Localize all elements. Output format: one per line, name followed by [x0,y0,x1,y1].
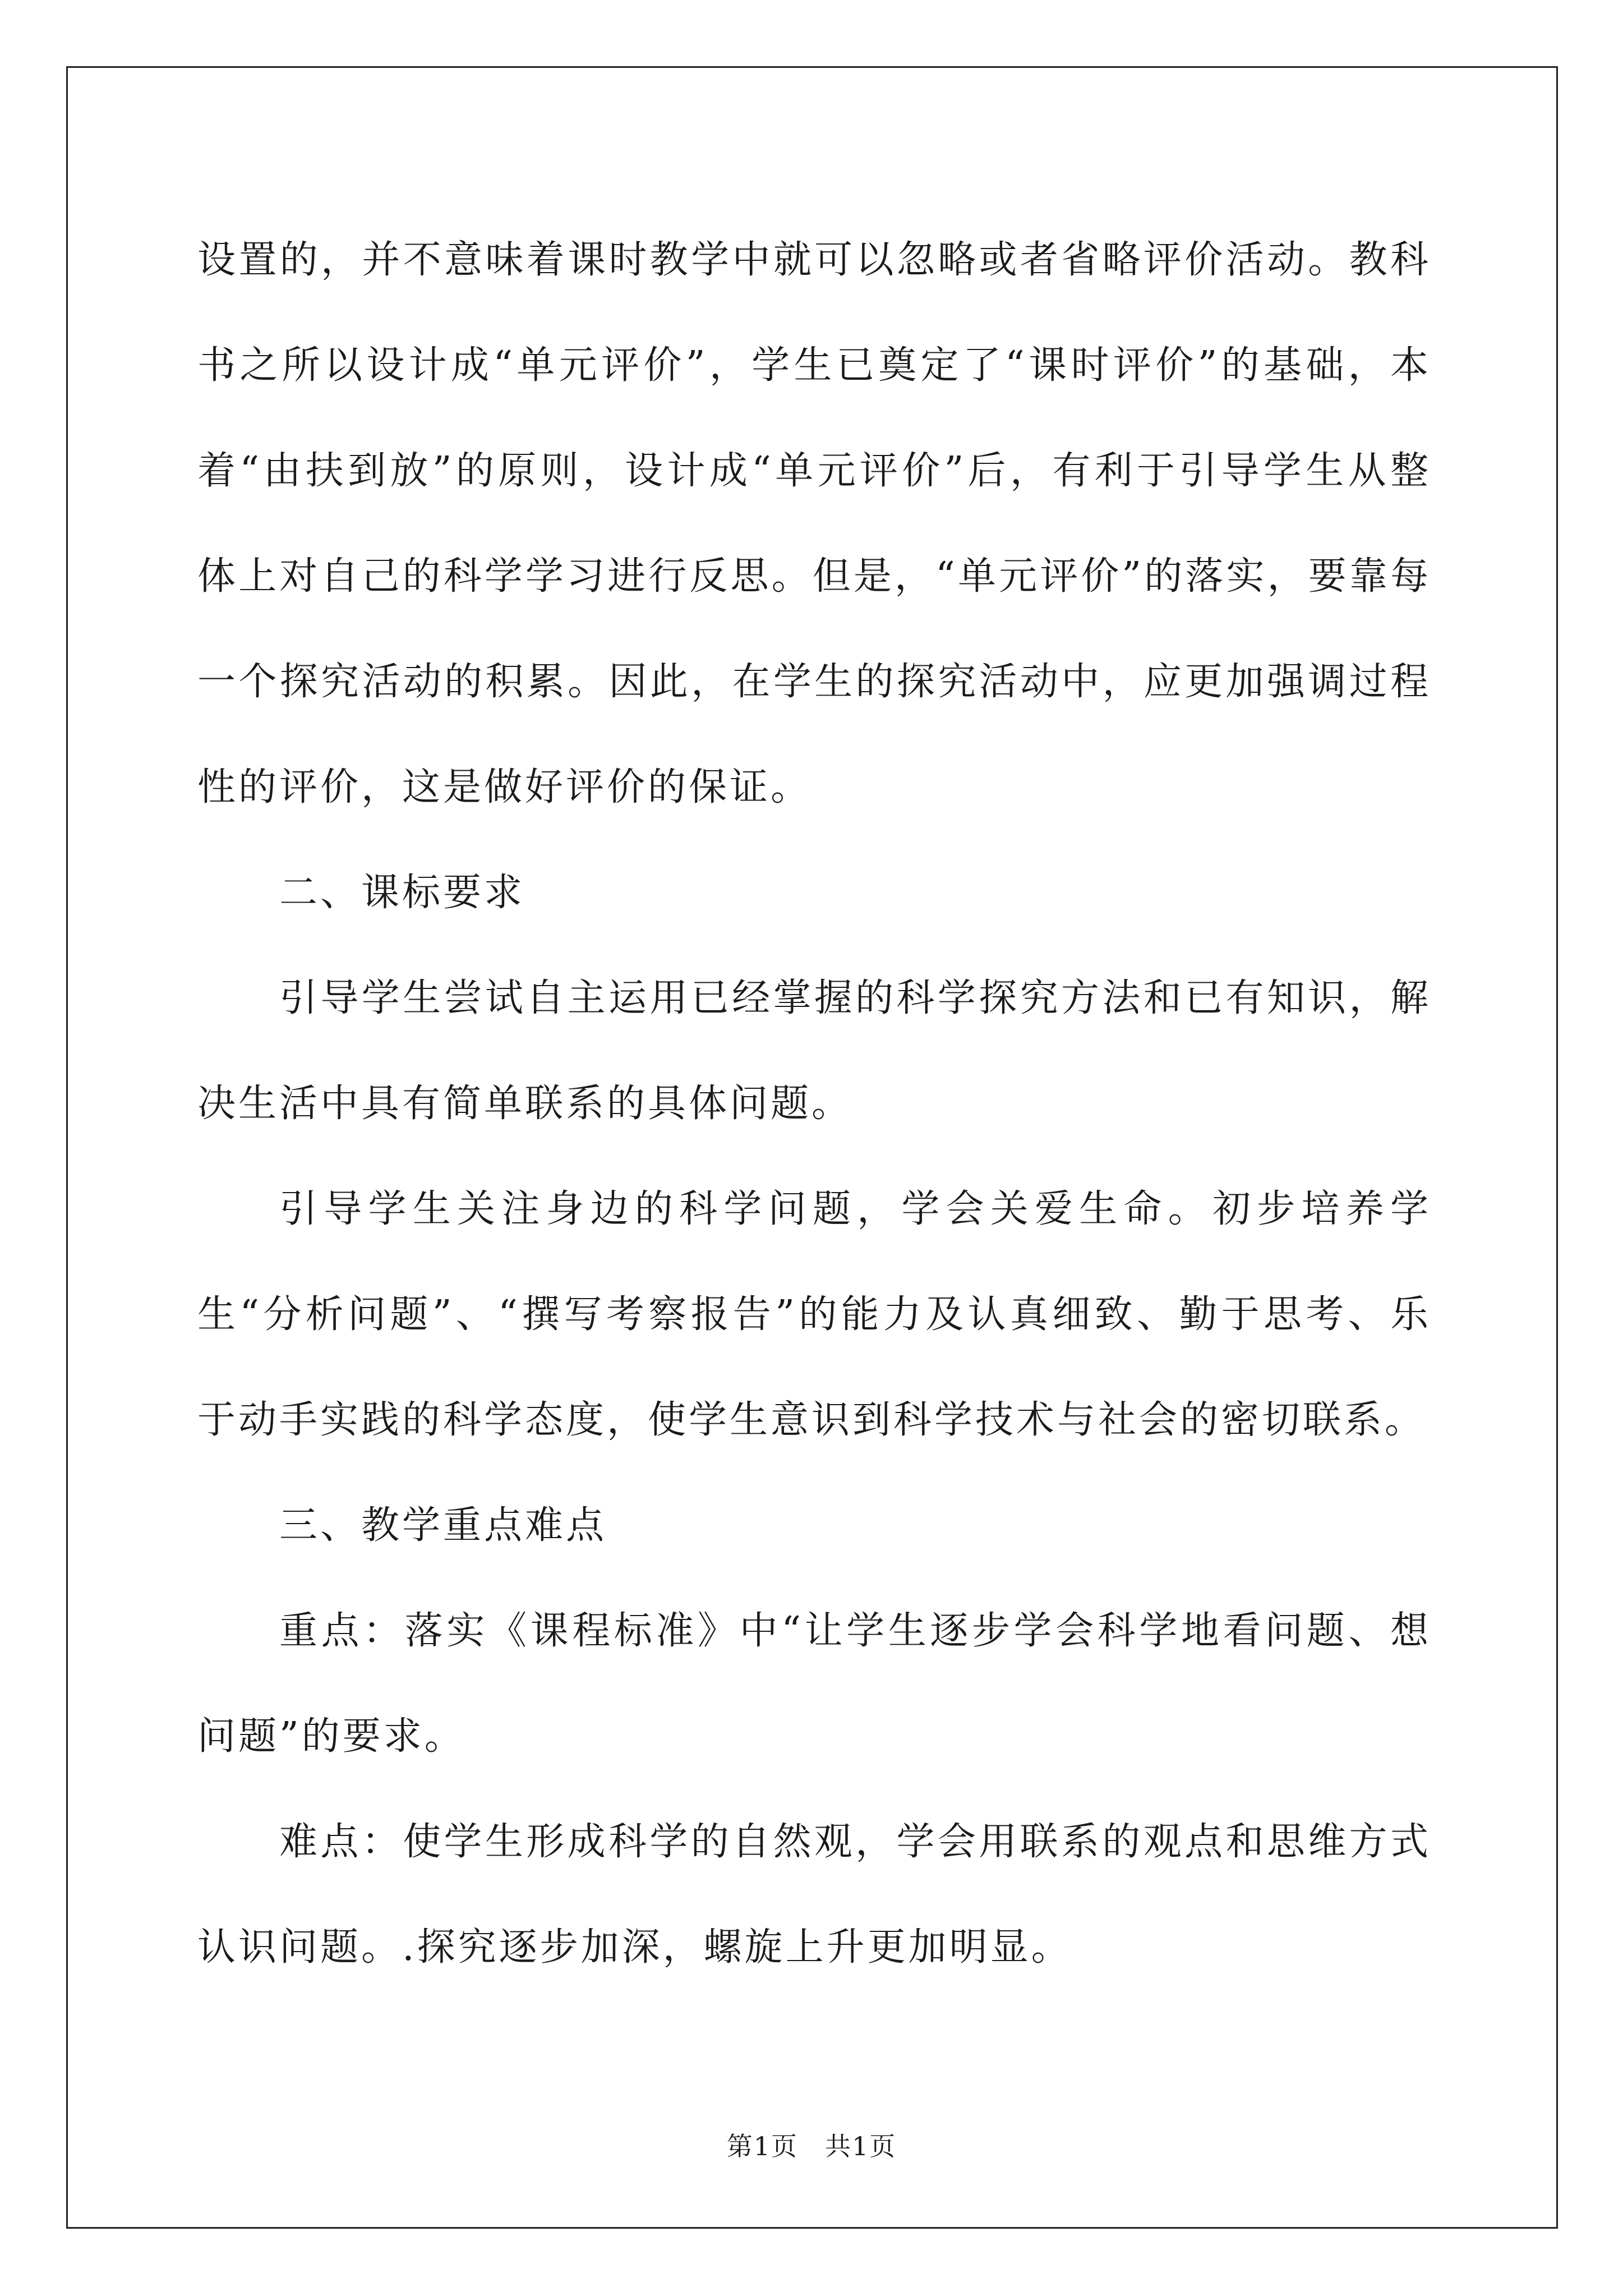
paragraph-difficulty: 难点：使学生形成科学的自然观，学会用联系的观点和思维方式认识问题。.探究逐步加深，螺旋上升更加明显。 [197,1820,1431,1970]
heading-key-points: 三、教学重点难点 [279,1503,607,1548]
page-number-footer: 第1页 共1页 [726,2131,897,2161]
heading-curriculum-requirements: 二、课标要求 [279,871,525,915]
paragraph-requirement-2: 引导学生关注身边的科学问题，学会关爱生命。初步培养学生“分析问题”、“撰写考察报告”的能力及认真细致、勤于思考、乐于动手实践的科学态度，使学生意识到科学技术与社会的密切联系。 [197,1187,1431,1442]
document-body [197,208,1431,2000]
paragraph-evaluation: 设置的，并不意味着课时教学中就可以忽略或者省略评价活动。教科书之所以设计成“单元评价”，学生已奠定了“课时评价”的基础，本着“由扶到放”的原则，设计成“单元评价”后，有利于引导学生从整体上对自己的科学学习进行反思。但是，“单元评价”的落实，要靠每一个探究活动的积累。因此，在学生的探究活动中，应更加强调过程性的评价，这是做好评价的保证。 [197,238,1431,809]
paragraph-key-point: 重点：落实《课程标准》中“让学生逐步学会科学地看问题、想问题”的要求。 [197,1609,1431,1759]
paragraph-requirement-1: 引导学生尝试自主运用已经掌握的科学探究方法和已有知识，解决生活中具有简单联系的具体问题。 [197,976,1431,1126]
